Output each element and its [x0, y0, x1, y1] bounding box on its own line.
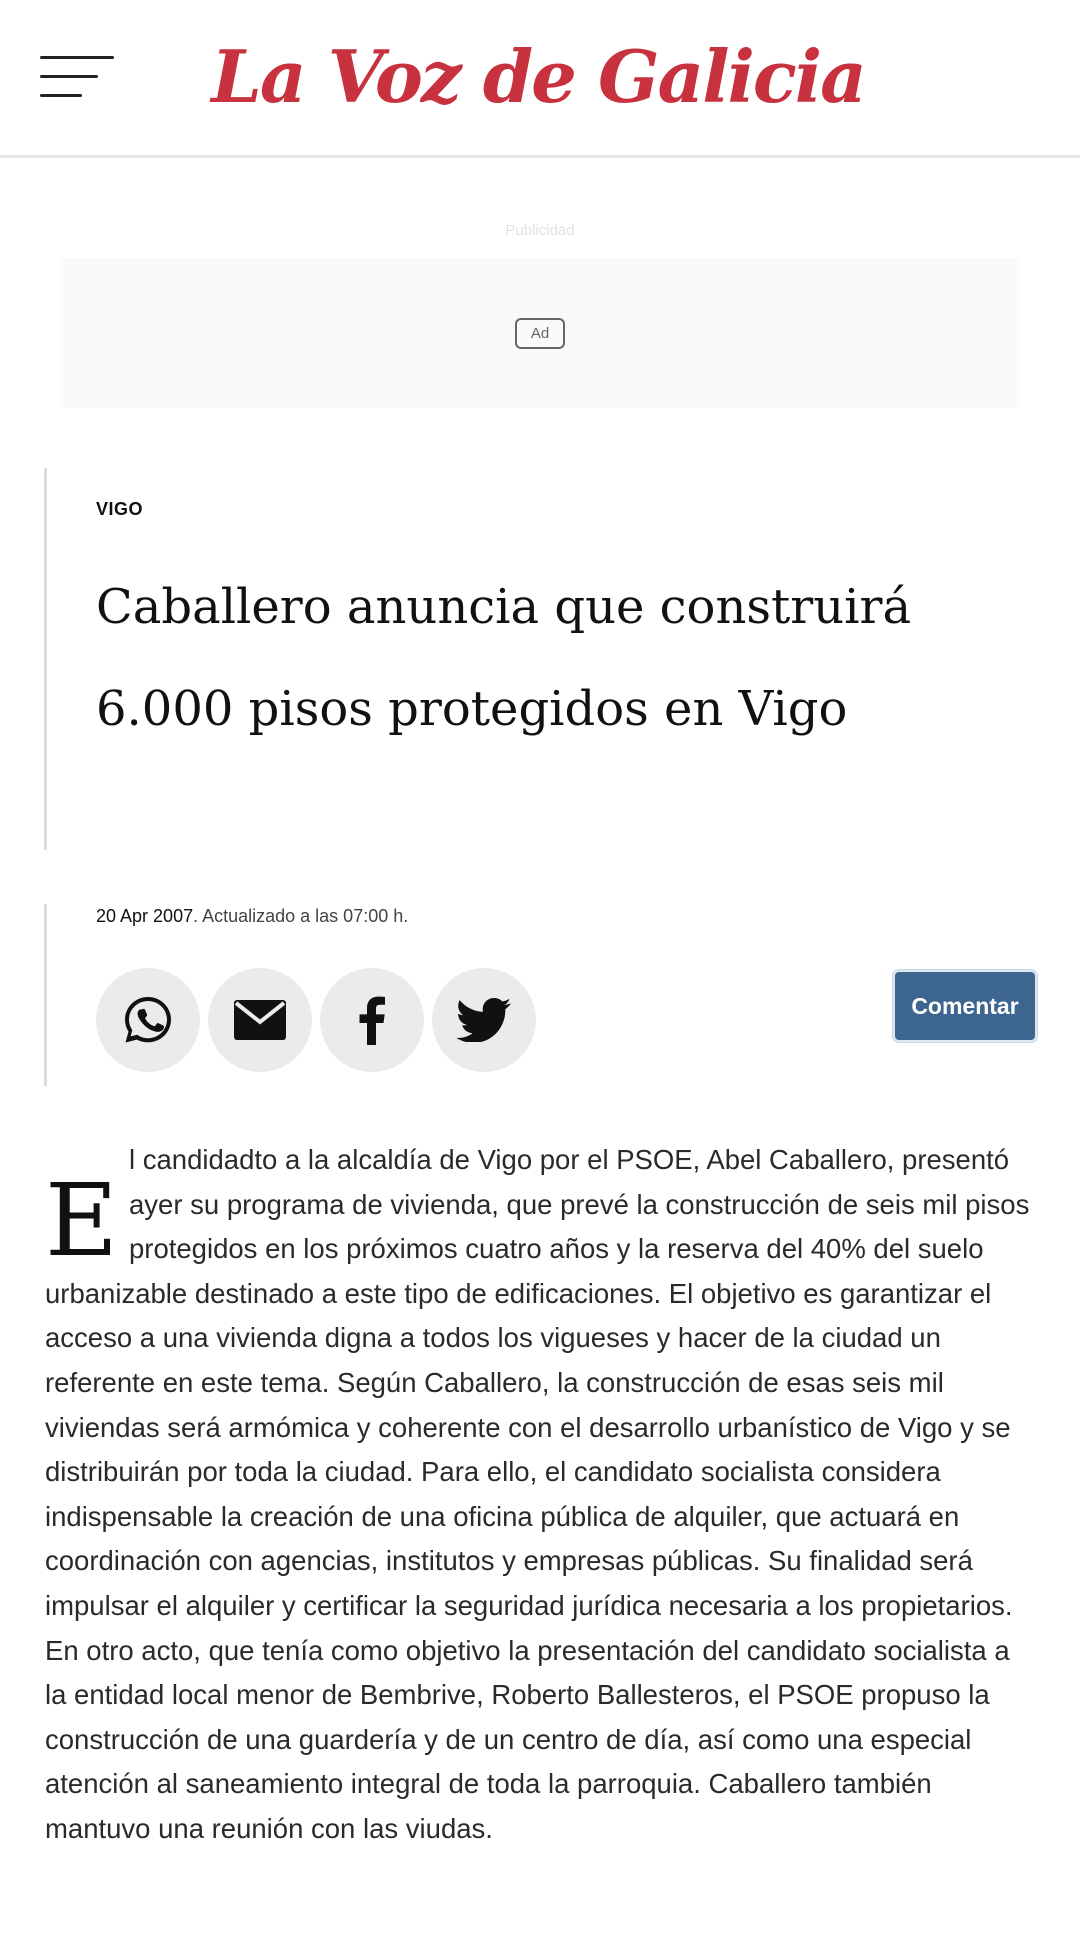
facebook-icon: [358, 995, 386, 1045]
share-email-button[interactable]: [208, 968, 312, 1072]
share-facebook-button[interactable]: [320, 968, 424, 1072]
section-label[interactable]: VIGO: [96, 499, 144, 519]
comment-button[interactable]: Comentar: [893, 970, 1037, 1042]
twitter-icon: [457, 998, 511, 1042]
hamburger-menu-icon[interactable]: [40, 56, 116, 100]
update-time: . Actualizado a las 07:00 h.: [193, 906, 409, 926]
publish-info: [96, 906, 408, 927]
ad-slot[interactable]: [60, 258, 1020, 408]
ad-label: Publicidad: [505, 222, 575, 239]
share-twitter-button[interactable]: [432, 968, 536, 1072]
ad-badge: Ad: [515, 318, 565, 349]
publish-date: 20 Apr 2007: [96, 906, 194, 926]
article-header: [44, 468, 1044, 850]
article-body: [45, 1138, 1035, 1852]
site-logo[interactable]: La Voz de Galicia: [211, 33, 865, 119]
share-whatsapp-button[interactable]: [96, 968, 200, 1072]
site-header: [0, 0, 1080, 158]
mail-icon: [234, 1000, 286, 1040]
article-meta: [44, 904, 1044, 1086]
article-body-text: l candidadto a la alcaldía de Vigo por el PSOE, Abel Caballero, presentó ayer su programa de vivienda, que prevé la construcción de seis mil pisos protegidos en los próximos cuatro años y la reserva del 40% del suelo urbanizable destinado a este tipo de edificaciones. El objetivo es garantizar el acceso a una vivienda digna a todos los vigueses y hacer de la ciudad un referente en este tema. Según Caballero, la construcción de esas seis mil viviendas será armómica y coherente con el desarrollo urbanístico de Vigo y se distribuirán por toda la ciudad. Para ello, el candidato socialista considera indispensable la creación de una oficina pública de alquiler, que actuará en coordinación con agencias, institutos y empresas públicas. Su finalidad será impulsar el alquiler y certificar la seguridad jurídica necesaria a los propietarios. En otro acto, que tenía como objetivo la presentación del candidato socialista a la entidad local menor de Bembrive, Roberto Ballesteros, el PSOE propuso la construcción de una guardería y de un centro de día, así como una especial atención al saneamiento integral de toda la parroquia. Caballero también mantuvo una reunión con las viudas.: [45, 1144, 1030, 1844]
article-headline: Caballero anuncia que construirá 6.000 pisos protegidos en Vigo: [96, 579, 912, 737]
drop-cap: E: [45, 1162, 118, 1279]
whatsapp-icon: [122, 994, 174, 1046]
